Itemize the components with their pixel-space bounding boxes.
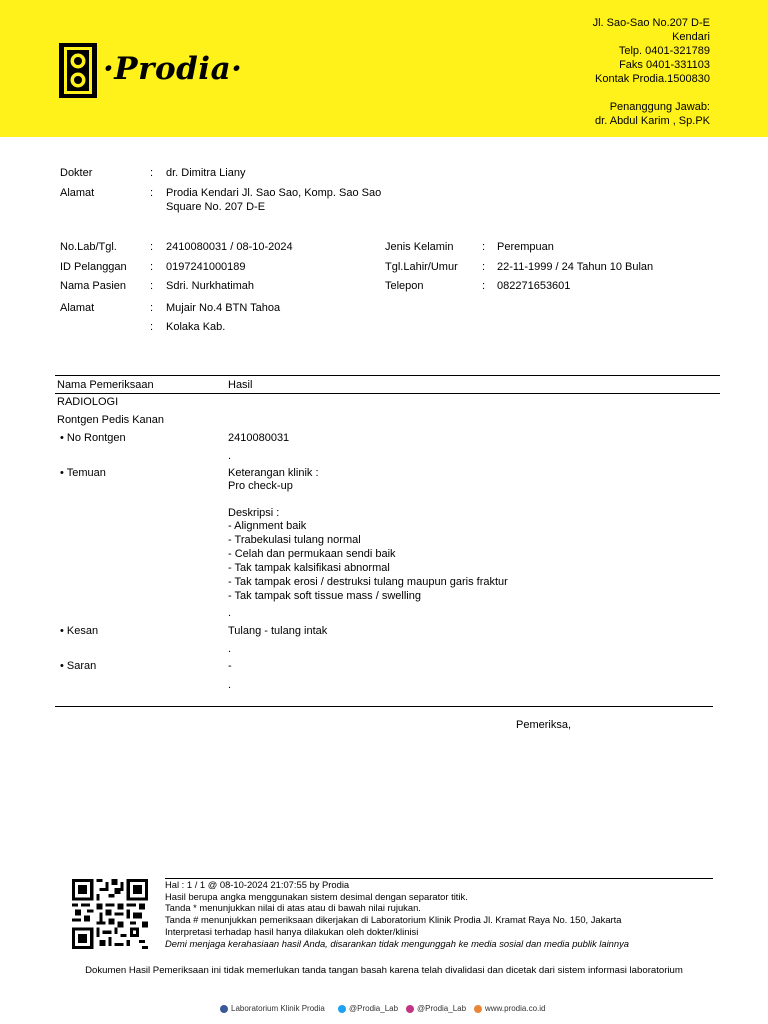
qr-code-icon (72, 879, 148, 949)
temuan-line: . (228, 607, 232, 619)
brand-name: ·Prodia· (103, 51, 243, 87)
temuan-line: Deskripsi : (228, 507, 280, 519)
footer-note: Tanda * menunjukkan nilai di atas atau di bawah nilai rujukan. (165, 902, 421, 914)
column-header-exam: Nama Pemeriksaan (57, 379, 154, 391)
twitter-icon (338, 1005, 346, 1013)
temuan-line: - Tak tampak kalsifikasi abnormal (228, 562, 390, 574)
instagram-link[interactable] (406, 1004, 466, 1013)
temuan-line: Keterangan klinik : (228, 467, 319, 479)
examiner-label: Pemeriksa, (516, 719, 572, 731)
footer-note: Hasil berupa angka menggunakan sistem desimal dengan separator titik. (165, 890, 468, 902)
dob-label: Tgl.Lahir/Umur (385, 261, 458, 273)
table-header-rule (55, 393, 720, 394)
social-links (220, 1004, 560, 1018)
colon: : (482, 261, 486, 273)
prodia-logo (59, 43, 243, 99)
colon: : (482, 241, 486, 253)
fax-line: Faks 0401-331103 (619, 59, 710, 71)
header-banner (0, 0, 768, 137)
temuan-line: - Trabekulasi tulang normal (228, 534, 361, 546)
validation-disclaimer: Dokumen Hasil Pemeriksaan ini tidak memerlukan tanda tangan basah karena telah divalidasi dan dicetak dari sistem informasi laboratorium (85, 965, 683, 976)
customer-id-label: ID Pelanggan (60, 261, 127, 273)
colon: : (150, 321, 154, 333)
lab-number-value: 2410080031 / 08-10-2024 (166, 241, 293, 253)
temuan-line: Pro check-up (228, 480, 293, 492)
doctor-name: dr. Dimitra Liany (166, 167, 246, 179)
responsible-name: dr. Abdul Karim , Sp.PK (595, 115, 710, 127)
row-label-temuan: • Temuan (60, 467, 106, 479)
column-header-result: Hasil (228, 379, 253, 391)
row-value-kesan: Tulang - tulang intak (228, 625, 328, 637)
colon: : (482, 280, 486, 292)
temuan-line: - Tak tampak erosi / destruksi tulang maupun garis fraktur (228, 576, 508, 588)
colon: : (150, 187, 154, 199)
responsible-label: Penanggung Jawab: (609, 101, 710, 113)
colon: : (150, 280, 154, 292)
table-bottom-rule (55, 706, 713, 707)
temuan-line: - Celah dan permukaan sendi baik (228, 548, 396, 560)
dob-value: 22-11-1999 / 24 Tahun 10 Bulan (497, 261, 654, 273)
table-top-rule (55, 375, 720, 376)
instagram-icon (406, 1005, 414, 1013)
phone-value: 082271653601 (497, 280, 571, 292)
contact-line: Kontak Prodia.1500830 (595, 73, 710, 85)
phone-line: Telp. 0401-321789 (618, 45, 710, 57)
globe-icon (474, 1005, 482, 1013)
website-link[interactable] (474, 1004, 545, 1013)
instagram-label: @Prodia_Lab (417, 1004, 467, 1013)
patient-name-value: Sdri. Nurkhatimah (166, 280, 255, 292)
row-label-no-rontgen: • No Rontgen (60, 432, 126, 444)
prodia-logo-mark-icon (59, 43, 97, 98)
row-value-saran: - (228, 660, 232, 672)
row-dot: . (228, 450, 232, 462)
doctor-address-line1: Prodia Kendari Jl. Sao Sao, Komp. Sao Sao (166, 187, 382, 199)
privacy-note: Demi menjaga kerahasiaan hasil Anda, disarankan tidak mengunggah ke media sosial dan media publik lainnya (165, 937, 629, 949)
temuan-line: - Tak tampak soft tissue mass / swelling (228, 590, 421, 602)
address-line: Jl. Sao-Sao No.207 D-E (592, 17, 710, 29)
facebook-label: Laboratorium Klinik Prodia (231, 1004, 325, 1013)
colon: : (150, 167, 154, 179)
customer-id-value: 0197241000189 (166, 261, 246, 273)
website-label: www.prodia.co.id (485, 1004, 546, 1013)
patient-address-line1: Mujair No.4 BTN Tahoa (166, 302, 281, 314)
address-line: Kendari (672, 31, 710, 43)
subsection-title: Rontgen Pedis Kanan (57, 414, 165, 426)
facebook-icon (220, 1005, 228, 1013)
footer-notes (165, 879, 713, 949)
twitter-link[interactable] (338, 1004, 398, 1013)
row-dot: . (228, 643, 232, 655)
colon: : (150, 302, 154, 314)
temuan-line: - Alignment baik (228, 520, 307, 532)
row-value-no-rontgen: 2410080031 (228, 432, 290, 444)
footer-note: Tanda # menunjukkan pemeriksaan dikerjakan di Laboratorium Klinik Prodia Jl. Kramat Raya No. 150, Jakarta (165, 914, 622, 926)
doctor-address-label: Alamat (60, 187, 95, 199)
gender-value: Perempuan (497, 241, 554, 253)
facebook-link[interactable] (220, 1004, 325, 1013)
doctor-address-line2: Square No. 207 D-E (166, 201, 266, 213)
twitter-label: @Prodia_Lab (349, 1004, 399, 1013)
colon: : (150, 241, 154, 253)
row-dot: . (228, 679, 232, 691)
page-info: Hal : 1 / 1 @ 08-10-2024 21:07:55 by Prodia (165, 879, 350, 890)
lab-number-label: No.Lab/Tgl. (60, 241, 117, 253)
colon: : (150, 261, 154, 273)
phone-label: Telepon (385, 280, 424, 292)
patient-address-line2: Kolaka Kab. (166, 321, 226, 333)
row-label-saran: • Saran (60, 660, 97, 672)
doctor-label: Dokter (60, 167, 93, 179)
patient-name-label: Nama Pasien (60, 280, 127, 292)
lab-contact-block (593, 16, 710, 128)
patient-address-label: Alamat (60, 302, 95, 314)
footer-note: Interpretasi terhadap hasil hanya dilakukan oleh dokter/klinisi (165, 925, 419, 937)
section-title: RADIOLOGI (57, 396, 119, 408)
row-label-kesan: • Kesan (60, 625, 99, 637)
gender-label: Jenis Kelamin (385, 241, 454, 253)
